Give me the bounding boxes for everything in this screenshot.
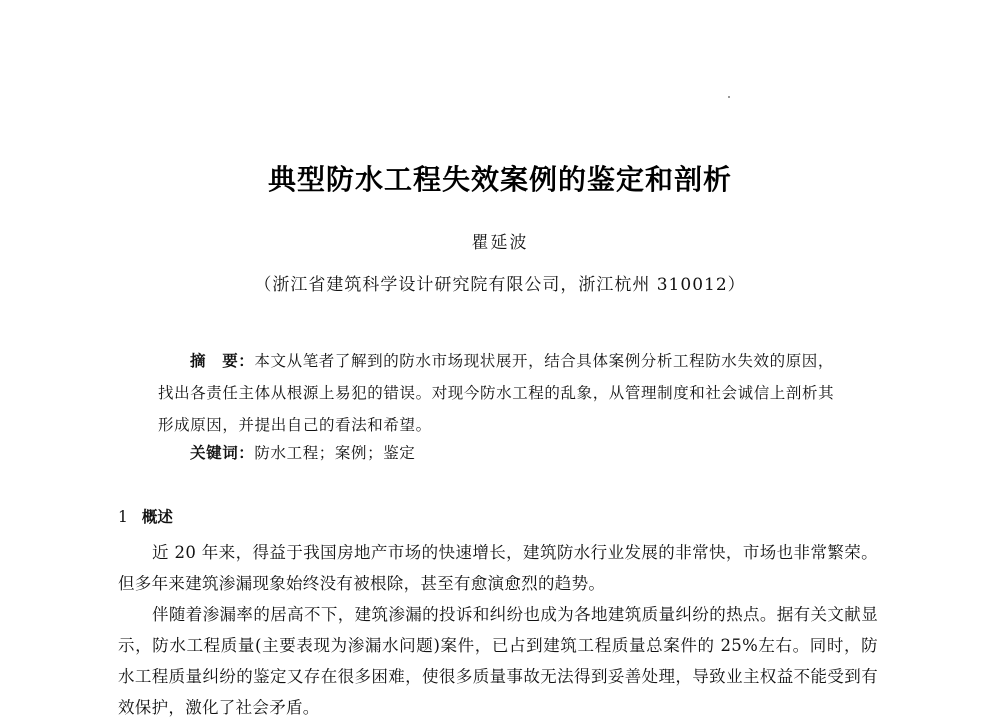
keywords-label: 关键词：	[190, 444, 255, 462]
section-number: 1	[118, 508, 128, 526]
section-heading	[118, 505, 173, 527]
abstract	[158, 345, 848, 441]
body-text	[118, 537, 878, 723]
abstract-text: 本文从笔者了解到的防水市场现状展开，结合具体案例分析工程防水失效的原因，找出各责任主体从根源上易犯的错误。对现今防水工程的乱象，从管理制度和社会诚信上剖析其形成原因，并提出自己的看法和希望。	[158, 352, 835, 434]
abstract-label: 摘 要：	[190, 352, 255, 370]
body-paragraph: 近 20 年来，得益于我国房地产市场的快速增长，建筑防水行业发展的非常快，市场也非常繁荣。但多年来建筑渗漏现象始终没有被根除，甚至有愈演愈烈的趋势。	[118, 543, 878, 593]
paper-title: 典型防水工程失效案例的鉴定和剖析	[267, 163, 732, 196]
keywords	[190, 441, 415, 463]
scan-speck	[728, 96, 730, 98]
author-name: 瞿延波	[471, 233, 529, 253]
abstract-paragraph	[158, 345, 848, 441]
affiliation: （浙江省建筑科学设计研究院有限公司，浙江杭州 310012）	[254, 275, 746, 295]
keywords-text: 防水工程；案例；鉴定	[254, 444, 416, 462]
section-title: 概述	[141, 508, 173, 526]
body-paragraph: 伴随着渗漏率的居高不下，建筑渗漏的投诉和纠纷也成为各地建筑质量纠纷的热点。据有关文献显示，防水工程质量(主要表现为渗漏水问题)案件，已占到建筑工程质量总案件的 25%左右。同时，防水工程质量纠纷的鉴定又存在很多困难，使很多质量事故无法得到妥善处理，导致业主权益不能受到有效保护，激化了社会矛盾。	[118, 605, 878, 717]
